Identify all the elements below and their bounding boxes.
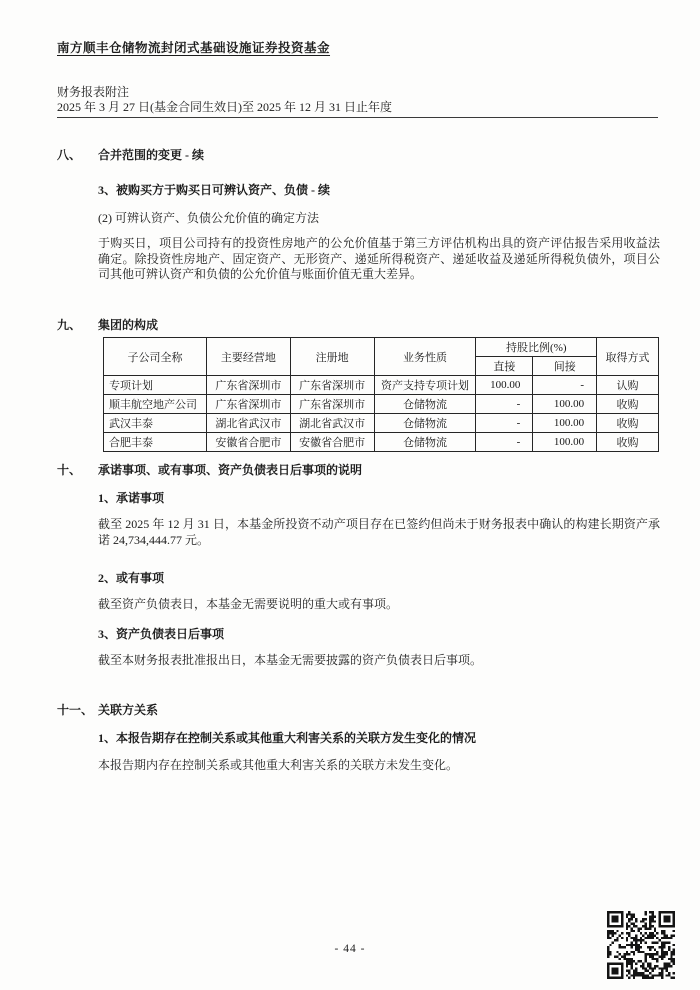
col-header-acquisition: 取得方式 xyxy=(597,338,659,376)
table-row xyxy=(104,414,659,433)
contingencies-subtitle: 2、或有事项 xyxy=(98,571,165,585)
notes-title: 财务报表附注 xyxy=(57,85,130,99)
section-ten-title: 承诺事项、或有事项、资产负债表日后事项的说明 xyxy=(98,463,363,477)
group-composition-table xyxy=(103,337,659,452)
commitments-subtitle: 1、承诺事项 xyxy=(98,491,165,505)
qr-code xyxy=(607,911,675,979)
section-eight-heading xyxy=(57,146,658,163)
cell-acquisition: 认购 xyxy=(597,376,659,395)
cell-registered-place: 湖北省武汉市 xyxy=(290,414,374,433)
col-header-operating-place: 主要经营地 xyxy=(206,338,290,376)
section-eleven-number: 十一、 xyxy=(57,703,94,717)
cell-direct: - xyxy=(476,395,533,414)
section-nine-title: 集团的构成 xyxy=(98,318,159,332)
section-eight-subsection: 3、被购买方于购买日可辨认资产、负债 - 续 xyxy=(98,183,330,197)
cell-business-nature: 仓储物流 xyxy=(374,433,476,452)
table-row xyxy=(104,395,659,414)
cell-business-nature: 仓储物流 xyxy=(374,395,476,414)
cell-business-nature: 仓储物流 xyxy=(374,414,476,433)
cell-indirect: 100.00 xyxy=(533,414,597,433)
section-nine-number: 九、 xyxy=(57,318,82,332)
cell-registered-place: 广东省深圳市 xyxy=(290,376,374,395)
cell-operating-place: 广东省深圳市 xyxy=(206,395,290,414)
page-number: - 44 - xyxy=(334,943,366,955)
section-ten-number: 十、 xyxy=(57,463,82,477)
cell-indirect: 100.00 xyxy=(533,395,597,414)
cell-operating-place: 湖北省武汉市 xyxy=(206,414,290,433)
col-header-registered-place: 注册地 xyxy=(290,338,374,376)
cell-subsidiary: 专项计划 xyxy=(104,376,207,395)
section-nine-heading xyxy=(57,316,658,333)
col-header-shareholding: 持股比例(%) xyxy=(476,338,597,357)
cell-subsidiary: 合肥丰泰 xyxy=(104,433,207,452)
table-row xyxy=(104,376,659,395)
commitments-paragraph: 截至 2025 年 12 月 31 日，本基金所投资不动产项目存在已签约但尚未于财务报表中确认的构建长期资产承诺 24,734,444.77 元。 xyxy=(98,517,660,547)
col-header-subsidiary: 子公司全称 xyxy=(104,338,207,376)
cell-subsidiary: 顺丰航空地产公司 xyxy=(104,395,207,414)
cell-indirect: - xyxy=(533,376,597,395)
table-row xyxy=(104,433,659,452)
table-header-row xyxy=(104,338,659,357)
col-header-direct: 直接 xyxy=(476,357,533,376)
cell-registered-place: 广东省深圳市 xyxy=(290,395,374,414)
section-eight-title: 合并范围的变更 - 续 xyxy=(98,148,204,162)
section-eight-paragraph: 于购买日，项目公司持有的投资性房地产的公允价值基于第三方评估机构出具的资产评估报告采用收益法确定。除投资性房地产、固定资产、无形资产、递延所得税资产、递延收益及递延所得税负债外，项目公司其他可辨认资产和负债的公允价值与账面价值无重大差异。 xyxy=(98,236,660,282)
post-balance-sheet-paragraph: 截至本财务报表批准报出日，本基金无需要披露的资产负债表日后事项。 xyxy=(98,653,483,667)
cell-direct: - xyxy=(476,414,533,433)
section-eleven-title: 关联方关系 xyxy=(98,703,159,717)
post-balance-sheet-subtitle: 3、资产负债表日后事项 xyxy=(98,627,225,641)
section-eight-item: (2) 可辨认资产、负债公允价值的确定方法 xyxy=(98,211,319,225)
cell-direct: - xyxy=(476,433,533,452)
cell-operating-place: 广东省深圳市 xyxy=(206,376,290,395)
col-header-business-nature: 业务性质 xyxy=(374,338,476,376)
related-party-paragraph: 本报告期内存在控制关系或其他重大利害关系的关联方未发生变化。 xyxy=(98,758,459,772)
section-eight-number: 八、 xyxy=(57,148,82,162)
cell-indirect: 100.00 xyxy=(533,433,597,452)
cell-operating-place: 安徽省合肥市 xyxy=(206,433,290,452)
section-ten-heading xyxy=(57,461,658,478)
cell-business-nature: 资产支持专项计划 xyxy=(374,376,476,395)
cell-acquisition: 收购 xyxy=(597,414,659,433)
cell-direct: 100.00 xyxy=(476,376,533,395)
cell-registered-place: 安徽省合肥市 xyxy=(290,433,374,452)
cell-subsidiary: 武汉丰泰 xyxy=(104,414,207,433)
related-party-subtitle: 1、本报告期存在控制关系或其他重大利害关系的关联方发生变化的情况 xyxy=(98,731,477,745)
contingencies-paragraph: 截至资产负债表日，本基金无需要说明的重大或有事项。 xyxy=(98,597,399,611)
section-eleven-heading xyxy=(57,701,658,718)
cell-acquisition: 收购 xyxy=(597,433,659,452)
cell-acquisition: 收购 xyxy=(597,395,659,414)
fund-name-title: 南方顺丰仓储物流封闭式基础设施证券投资基金 xyxy=(57,41,331,55)
col-header-indirect: 间接 xyxy=(533,357,597,376)
reporting-period: 2025 年 3 月 27 日(基金合同生效日)至 2025 年 12 月 31 日止年度 xyxy=(57,98,658,118)
